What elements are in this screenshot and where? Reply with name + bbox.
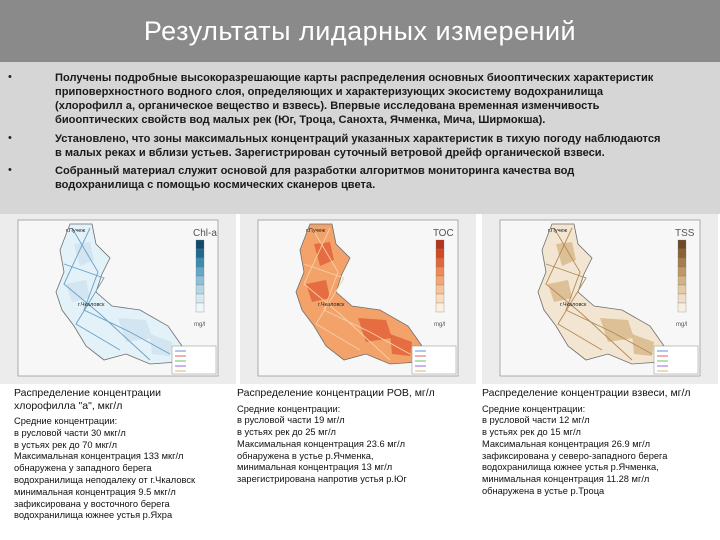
legend-swatch xyxy=(678,294,686,303)
legend-swatch xyxy=(436,294,444,303)
legend-swatch xyxy=(678,276,686,285)
track-legend-box xyxy=(412,346,456,374)
legend-swatch xyxy=(678,258,686,267)
legend-swatch xyxy=(196,267,204,276)
legend-swatch xyxy=(196,249,204,258)
caption-title: Распределение концентрации хлорофилла "а", мкг/л xyxy=(14,387,161,412)
legend-swatch xyxy=(678,303,686,312)
legend-swatch xyxy=(436,249,444,258)
caption-title: Распределение концентрации взвеси, мг/л xyxy=(482,387,691,399)
suspended-matter-map xyxy=(482,214,718,384)
bullet-marker: • xyxy=(8,132,12,144)
unit-label: mg/l xyxy=(676,322,688,328)
town-label: г.Пучеж xyxy=(66,228,86,234)
legend-swatch xyxy=(196,294,204,303)
legend-title: ТОС xyxy=(433,228,454,239)
legend-swatch xyxy=(678,240,686,249)
bullet-list xyxy=(0,62,720,214)
title-bar xyxy=(0,0,720,62)
bullet-text: Установлено, что зоны максимальных концентраций указанных характеристик в тихую погоду наблюдаются в малых реках и вблизи устьев. Зарегистрирован суточный ветровой дрейф органической взвеси. xyxy=(55,133,661,159)
legend-swatch xyxy=(436,285,444,294)
bullet-text: Собранный материал служит основой для разработки алгоритмов мониторинга качества вод водохранилища с помощью космических сканеров цвета. xyxy=(55,165,575,191)
unit-label: mg/l xyxy=(194,322,206,328)
suspended-matter-caption: Распределение концентрации взвеси, мг/л Средние концентрации: в русловой части 12 мг/л в устьях рек до 15 мг/л Максимальная концентрация 26.9 мг/л зафиксирована у северо-западного берега водохранилища южнее устья р.Ячменка, минимальная концентрация 11.28 мг/л обнаружена в устье р.Троца xyxy=(482,387,718,498)
unit-label: mg/l xyxy=(434,322,446,328)
town-label: г.Чкаловск xyxy=(318,302,345,308)
town-label: г.Чкаловск xyxy=(560,302,587,308)
chlorophyll-map xyxy=(0,214,236,384)
organic-matter-map xyxy=(240,214,476,384)
legend-swatch xyxy=(436,258,444,267)
map-figure xyxy=(0,214,236,384)
bullet-marker: • xyxy=(8,164,12,176)
legend-swatch xyxy=(436,276,444,285)
legend-swatch xyxy=(196,285,204,294)
town-label: г.Пучеж xyxy=(306,228,326,234)
legend-swatch xyxy=(196,303,204,312)
organic-matter-caption: Распределение концентрации РОВ, мг/л Средние концентрации: в русловой части 19 мг/л в устьях рек до 25 мг/л Максимальная концентрация 23.6 мг/л обнаружена в устье р.Ячменка, минимальная концентрация 13 мг/л зарегистрирована напротив устья р.Юг xyxy=(237,387,477,486)
town-label: г.Пучеж xyxy=(548,228,568,234)
bullet-text: Получены подробные высокоразрешающие карты распределения основных биооптических характеристик приповерхностного водного слоя, определяющих и характеризующих экосистему водохранилища (хлорофилл а, органическое вещество и взвесь). Впервые исследована временная изменчивость биооптических свойств вод малых рек (Юг, Троца, Санохта, Ячменка, Мича, Ширмокша). xyxy=(55,72,654,126)
legend-swatch xyxy=(678,249,686,258)
legend-swatch xyxy=(436,303,444,312)
legend-swatch xyxy=(436,267,444,276)
legend-title: Chl-a xyxy=(193,228,217,239)
page-title: Результаты лидарных измерений xyxy=(143,15,577,46)
bullet-marker: • xyxy=(8,71,12,83)
chlorophyll-caption: Распределение концентрации хлорофилла "а", мкг/л Средние концентрации: в русловой части 30 мкг/л в устьях рек до 70 мкг/л Максимальная концентрация 133 мкг/л обнаружена у западного берега водохранилища неподалеку от г.Чкаловск минимальная концентрация 9.5 мкг/л зафиксирована у восточного берега водохранилища южнее устья р.Яхра xyxy=(14,387,234,522)
map-figure xyxy=(482,214,718,384)
town-label: г.Чкаловск xyxy=(78,302,105,308)
track-legend-box xyxy=(172,346,216,374)
legend-title: ТSS xyxy=(675,228,695,239)
legend-swatch xyxy=(678,285,686,294)
track-legend-box xyxy=(654,346,698,374)
legend-swatch xyxy=(678,267,686,276)
legend-swatch xyxy=(196,240,204,249)
legend-swatch xyxy=(196,276,204,285)
legend-swatch xyxy=(436,240,444,249)
legend-swatch xyxy=(196,258,204,267)
map-figure xyxy=(240,214,476,384)
caption-title: Распределение концентрации РОВ, мг/л xyxy=(237,387,435,399)
